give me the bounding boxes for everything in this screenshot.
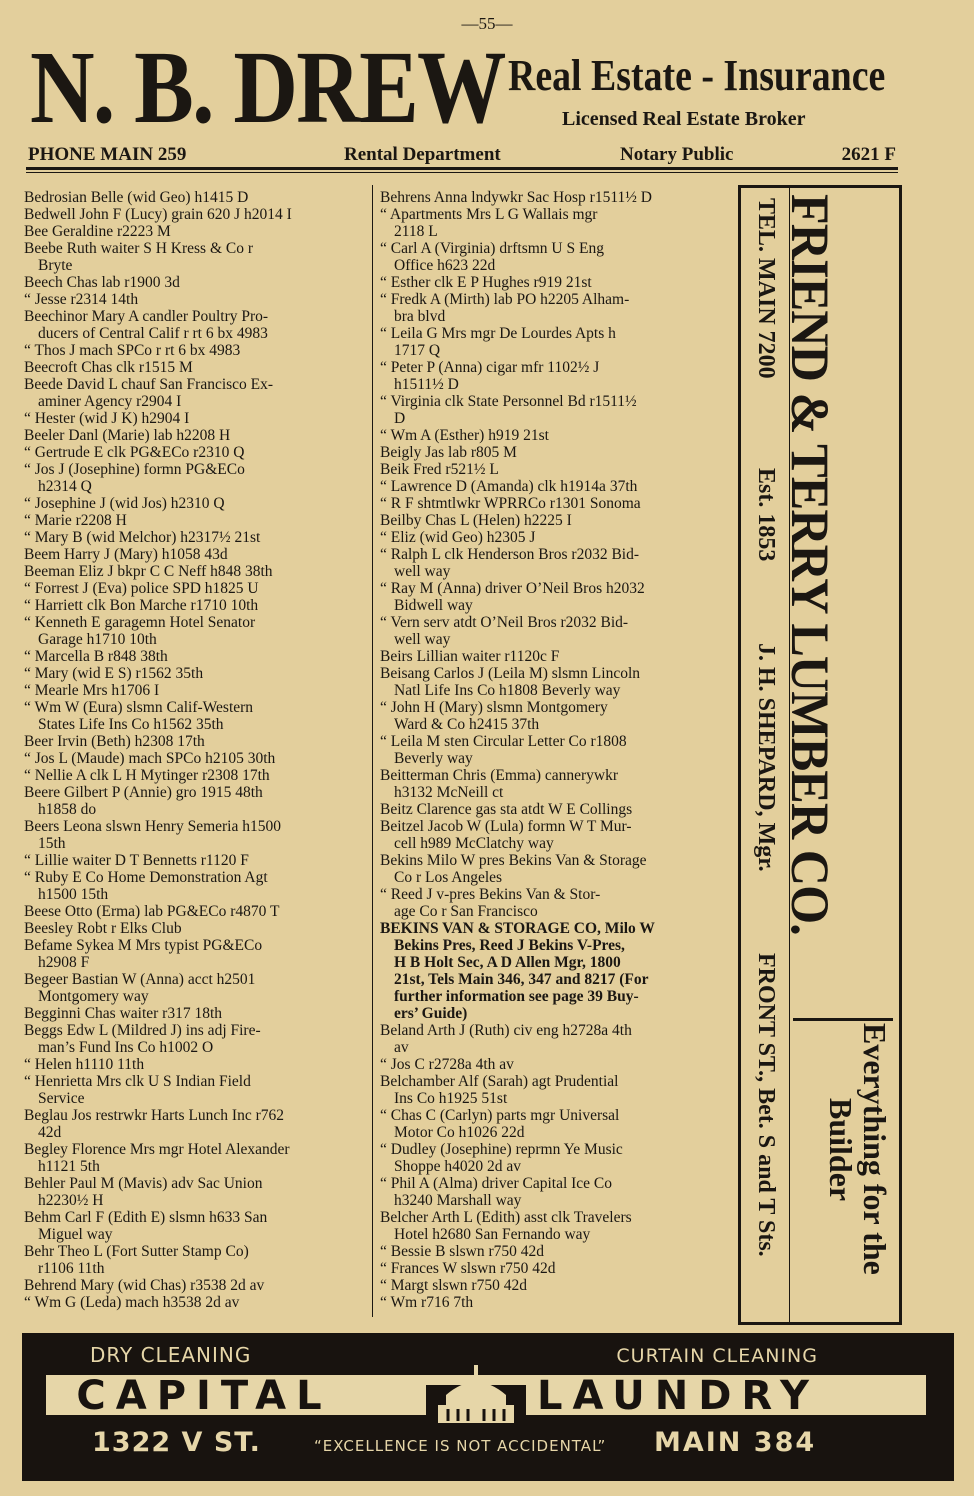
- directory-entry-line: “ Hester (wid J K) h2904 I: [24, 410, 190, 427]
- directory-entry-line: “ Jesse r2314 14th: [24, 291, 139, 308]
- directory-entry-line: Begginni Chas waiter r317 18th: [24, 1005, 223, 1022]
- capitol-dome-icon: [426, 1365, 526, 1423]
- directory-entry-line: “ Wm G (Leda) mach h3538 2d av: [24, 1294, 240, 1311]
- directory-entry-line: Beer Irvin (Beth) h2308 17th: [24, 733, 205, 750]
- directory-entry-line: ers’ Guide): [394, 1005, 468, 1022]
- directory-entry-line: “ Lillie waiter D T Bennetts r1120 F: [24, 852, 249, 869]
- directory-entry-line: Beverly way: [394, 750, 473, 767]
- directory-entry-line: 42d: [38, 1124, 62, 1141]
- directory-entry-line: “ Marcella B r848 38th: [24, 648, 168, 665]
- directory-entry-line: “ Ralph L clk Henderson Bros r2032 Bid-: [380, 546, 640, 563]
- directory-entry-line: BEKINS VAN & STORAGE CO, Milo W: [380, 920, 655, 937]
- directory-entry-line: aminer Agency r2904 I: [38, 393, 182, 410]
- directory-entry-line: r1106 11th: [38, 1260, 105, 1277]
- directory-entry-line: “ Dudley (Josephine) reprmn Ye Music: [380, 1141, 623, 1158]
- directory-entry-line: h1500 15th: [38, 886, 109, 903]
- directory-entry-line: Beitzel Jacob W (Lula) formn W T Mur-: [380, 818, 632, 835]
- advertiser-subtitle: Licensed Real Estate Broker: [562, 108, 806, 130]
- directory-entry-line: “ Apartments Mrs L G Wallais mgr: [380, 206, 598, 223]
- directory-entry-line: Behrend Mary (wid Chas) r3538 2d av: [24, 1277, 265, 1294]
- directory-entry-line: “ Mearle Mrs h1706 I: [24, 682, 160, 699]
- laundry-name-right: LAUNDRY: [537, 1373, 819, 1419]
- directory-entry-line: Beisang Carlos J (Leila M) slsmn Lincoln: [380, 665, 641, 682]
- directory-entry-line: Beilby Chas L (Helen) h2225 I: [380, 512, 572, 529]
- directory-entry-line: Beem Harry J (Mary) h1058 43d: [24, 546, 228, 563]
- ad-rule: [793, 1018, 893, 1021]
- ad-established: Est. 1853: [753, 468, 779, 562]
- directory-entry-line: age Co r San Francisco: [394, 903, 538, 920]
- directory-entry-line: “ Henrietta Mrs clk U S Indian Field: [24, 1073, 251, 1090]
- directory-entry-line: h3132 McNeill ct: [394, 784, 504, 801]
- directory-entry-line: “ John H (Mary) slsmn Montgomery: [380, 699, 608, 716]
- ad-manager: J. H. SHEPARD, Mgr.: [753, 643, 779, 872]
- directory-entry-line: 21st, Tels Main 346, 347 and 8217 (For: [394, 971, 649, 988]
- directory-entry-line: Miguel way: [38, 1226, 113, 1243]
- directory-entry-line: Beik Fred r521½ L: [380, 461, 499, 478]
- directory-entry-line: Belcher Arth L (Edith) asst clk Travelers: [380, 1209, 632, 1226]
- directory-entry-line: “ Wm r716 7th: [380, 1294, 474, 1311]
- ad-slogan-line1: Everything for the: [857, 1023, 893, 1275]
- directory-entry-line: Beesley Robt r Elks Club: [24, 920, 182, 937]
- directory-entry-line: “ Vern serv atdt O’Neil Bros r2032 Bid-: [380, 614, 629, 631]
- directory-entry-line: “ Wm A (Esther) h919 21st: [380, 427, 549, 444]
- directory-entry-line: Beirs Lillian waiter r1120c F: [380, 648, 560, 665]
- directory-entry-line: bra blvd: [394, 308, 446, 325]
- phone-number: PHONE MAIN 259: [28, 144, 187, 165]
- directory-entry-line: D: [394, 410, 406, 427]
- directory-entry-line: “ Jos C r2728a 4th av: [380, 1056, 514, 1073]
- laundry-slogan: “EXCELLENCE IS NOT ACCIDENTAL”: [314, 1437, 607, 1455]
- directory-entry-line: man’s Fund Ins Co h1002 O: [38, 1039, 214, 1056]
- directory-entry-line: h1511½ D: [394, 376, 459, 393]
- directory-entry-line: well way: [394, 563, 451, 580]
- laundry-phone: MAIN 384: [654, 1427, 817, 1458]
- directory-entry-line: “ Peter P (Anna) cigar mfr 1102½ J: [380, 359, 600, 376]
- directory-entry-line: “ Eliz (wid Geo) h2305 J: [380, 529, 536, 546]
- directory-entry-line: Bedwell John F (Lucy) grain 620 J h2014 I: [24, 206, 292, 223]
- directory-entry-line: Bedrosian Belle (wid Geo) h1415 D: [24, 189, 249, 206]
- directory-entry-line: Beigly Jas lab r805 M: [380, 444, 517, 461]
- directory-entry-line: Beggs Edw L (Mildred J) ins adj Fire-: [24, 1022, 261, 1039]
- curtain-cleaning-label: CURTAIN CLEANING: [616, 1345, 818, 1367]
- ad-slogan-line2: Builder: [823, 1098, 859, 1202]
- laundry-band-graphic: [46, 1365, 926, 1423]
- lumber-advertisement: [738, 185, 902, 1325]
- directory-entry-line: “ Leila M sten Circular Letter Co r1808: [380, 733, 627, 750]
- header-address: 2621 F: [841, 144, 896, 165]
- directory-entry-line: Co r Los Angeles: [394, 869, 503, 886]
- advertiser-title: Real Estate - Insurance: [508, 51, 886, 100]
- directory-entry-line: Beeler Danl (Marie) lab h2208 H: [24, 427, 231, 444]
- directory-entry-line: Montgomery way: [38, 988, 149, 1005]
- directory-entry-line: “ Lawrence D (Amanda) clk h1914a 37th: [380, 478, 638, 495]
- directory-entry-line: “ Esther clk E P Hughes r919 21st: [380, 274, 592, 291]
- directory-entry-line: Beitz Clarence gas sta atdt W E Collings: [380, 801, 633, 818]
- page-number: —55—: [461, 14, 513, 33]
- ad-company-name: FRIEND & TERRY LUMBER CO.: [780, 194, 840, 935]
- directory-entry-line: Bekins Milo W pres Bekins Van & Storage: [380, 852, 647, 869]
- directory-entry-line: “ Chas C (Carlyn) parts mgr Universal: [380, 1107, 620, 1124]
- directory-entry-line: “ Virginia clk State Personnel Bd r1511½: [380, 393, 637, 410]
- directory-entry-line: Befame Sykea M Mrs typist PG&ECo: [24, 937, 263, 954]
- directory-entry-line: “ Kenneth E garagemn Hotel Senator: [24, 614, 256, 631]
- directory-entry-line: Service: [38, 1090, 85, 1107]
- directory-entry-line: Beechinor Mary A candler Poultry Pro-: [24, 308, 269, 325]
- directory-entry-line: Behler Paul M (Mavis) adv Sac Union: [24, 1175, 263, 1192]
- directory-entry-line: h2314 Q: [38, 478, 92, 495]
- laundry-address: 1322 V ST.: [92, 1427, 261, 1458]
- directory-entry-line: Beese Otto (Erma) lab PG&ECo r4870 T: [24, 903, 280, 920]
- directory-entry-line: Ins Co h1925 51st: [394, 1090, 508, 1107]
- directory-entry-line: Garage h1710 10th: [38, 631, 157, 648]
- advertiser-name: N. B. DREW: [30, 30, 505, 145]
- directory-entry-line: h2908 F: [38, 954, 90, 971]
- directory-entry-line: 15th: [38, 835, 66, 852]
- directory-column-right: [380, 189, 734, 1311]
- directory-entry-line: Beland Arth J (Ruth) civ eng h2728a 4th: [380, 1022, 632, 1039]
- directory-entry-line: further information see page 39 Buy-: [394, 988, 639, 1005]
- directory-entry-line: “ Nellie A clk L H Mytinger r2308 17th: [24, 767, 270, 784]
- directory-entry-line: Begeer Bastian W (Anna) acct h2501: [24, 971, 256, 988]
- directory-entry-line: “ Wm W (Eura) slsmn Calif-Western: [24, 699, 254, 716]
- directory-entry-line: Beers Leona slswn Henry Semeria h1500: [24, 818, 281, 835]
- directory-entry-line: “ Marie r2208 H: [24, 512, 127, 529]
- directory-entry-line: States Life Ins Co h1562 35th: [38, 716, 224, 733]
- header-rule-thin: [26, 172, 898, 173]
- directory-entry-line: H B Holt Sec, A D Allen Mgr, 1800: [394, 954, 621, 971]
- directory-entry-line: “ Ruby E Co Home Demonstration Agt: [24, 869, 268, 886]
- directory-entry-line: Bee Geraldine r2223 M: [24, 223, 171, 240]
- laundry-name-band: [46, 1365, 926, 1423]
- directory-entry-line: well way: [394, 631, 451, 648]
- directory-entry-line: “ Carl A (Virginia) drftsmn U S Eng: [380, 240, 604, 257]
- directory-entry-line: “ Frances W slswn r750 42d: [380, 1260, 556, 1277]
- directory-entry-line: “ Reed J v-pres Bekins Van & Stor-: [380, 886, 601, 903]
- notary-public: Notary Public: [620, 144, 734, 165]
- directory-entry-line: Beitterman Chris (Emma) cannerywkr: [380, 767, 619, 784]
- directory-entry-line: Bidwell way: [394, 597, 473, 614]
- directory-entry-line: Beecroft Chas clk r1515 M: [24, 359, 193, 376]
- directory-entry-line: Bryte: [38, 257, 73, 274]
- directory-entry-line: Begley Florence Mrs mgr Hotel Alexander: [24, 1141, 290, 1158]
- dry-cleaning-label: DRY CLEANING: [90, 1343, 252, 1367]
- directory-entry-line: Beeman Eliz J bkpr C C Neff h848 38th: [24, 563, 273, 580]
- directory-entry-line: “ Bessie B slswn r750 42d: [380, 1243, 545, 1260]
- ad-address: FRONT ST., Bet. S and T Sts.: [753, 953, 779, 1257]
- rental-department: Rental Department: [344, 144, 501, 165]
- directory-entry-line: “ Margt slswn r750 42d: [380, 1277, 527, 1294]
- directory-entry-line: “ Leila G Mrs mgr De Lourdes Apts h: [380, 325, 616, 342]
- directory-entry-line: “ Phil A (Alma) driver Capital Ice Co: [380, 1175, 613, 1192]
- ad-telephone: TEL. MAIN 7200: [753, 198, 779, 379]
- directory-entry-line: “ Josephine J (wid Jos) h2310 Q: [24, 495, 225, 512]
- directory-entry-line: “ Jos L (Maude) mach SPCo h2105 30th: [24, 750, 276, 767]
- directory-entry-line: h3240 Marshall way: [394, 1192, 522, 1209]
- directory-entry-line: cell h989 McClatchy way: [394, 835, 554, 852]
- directory-entry-line: av: [394, 1039, 409, 1056]
- directory-entry-line: “ Mary (wid E S) r1562 35th: [24, 665, 204, 682]
- directory-entry-line: h2230½ H: [38, 1192, 104, 1209]
- header-rule: [26, 167, 898, 170]
- directory-entry-line: h1858 do: [38, 801, 97, 818]
- directory-entry-line: Behr Theo L (Fort Sutter Stamp Co): [24, 1243, 249, 1260]
- directory-entry-line: Beech Chas lab r1900 3d: [24, 274, 180, 291]
- directory-entry-line: 2118 L: [394, 223, 438, 240]
- directory-entry-line: Hotel h2680 San Fernando way: [394, 1226, 591, 1243]
- directory-entry-line: “ Helen h1110 11th: [24, 1056, 145, 1073]
- directory-entry-line: Bekins Pres, Reed J Bekins V-Pres,: [394, 937, 625, 954]
- directory-entry-line: Behrens Anna lndywkr Sac Hosp r1511½ D: [380, 189, 652, 206]
- directory-entry-line: Office h623 22d: [394, 257, 496, 274]
- directory-entry-line: 1717 Q: [394, 342, 441, 359]
- directory-entry-line: “ Thos J mach SPCo r rt 6 bx 4983: [24, 342, 241, 359]
- directory-entry-line: ducers of Central Calif r rt 6 bx 4983: [38, 325, 268, 342]
- directory-entry-line: “ Jos J (Josephine) formn PG&ECo: [24, 461, 245, 478]
- directory-entry-line: “ R F shtmtlwkr WPRRCo r1301 Sonoma: [380, 495, 641, 512]
- directory-entry-line: Ward & Co h2415 37th: [394, 716, 540, 733]
- directory-entry-line: Natl Life Ins Co h1808 Beverly way: [394, 682, 621, 699]
- directory-entry-line: “ Mary B (wid Melchor) h2317½ 21st: [24, 529, 261, 546]
- directory-entry-line: h1121 5th: [38, 1158, 100, 1175]
- directory-entry-line: “ Harriett clk Bon Marche r1710 10th: [24, 597, 259, 614]
- directory-entry-line: Motor Co h1026 22d: [394, 1124, 525, 1141]
- column-divider: [372, 185, 373, 1317]
- directory-entry-line: Shoppe h4020 2d av: [394, 1158, 522, 1175]
- directory-entry-line: “ Gertrude E clk PG&ECo r2310 Q: [24, 444, 245, 461]
- directory-column-left: [24, 189, 370, 1311]
- directory-entry-line: “ Ray M (Anna) driver O’Neil Bros h2032: [380, 580, 645, 597]
- directory-entry-line: “ Forrest J (Eva) police SPD h1825 U: [24, 580, 259, 597]
- directory-entry-line: Beglau Jos restrwkr Harts Lunch Inc r762: [24, 1107, 284, 1124]
- directory-entry-line: Beede David L chauf San Francisco Ex-: [24, 376, 274, 393]
- directory-entry-line: Belchamber Alf (Sarah) agt Prudential: [380, 1073, 619, 1090]
- directory-entry-line: Beere Gilbert P (Annie) gro 1915 48th: [24, 784, 263, 801]
- directory-entry-line: Behm Carl F (Edith E) slsmn h633 San: [24, 1209, 268, 1226]
- laundry-name-left: CAPITAL: [76, 1373, 332, 1419]
- directory-entry-line: “ Fredk A (Mirth) lab PO h2205 Alham-: [380, 291, 630, 308]
- directory-entry-line: Beebe Ruth waiter S H Kress & Co r: [24, 240, 254, 257]
